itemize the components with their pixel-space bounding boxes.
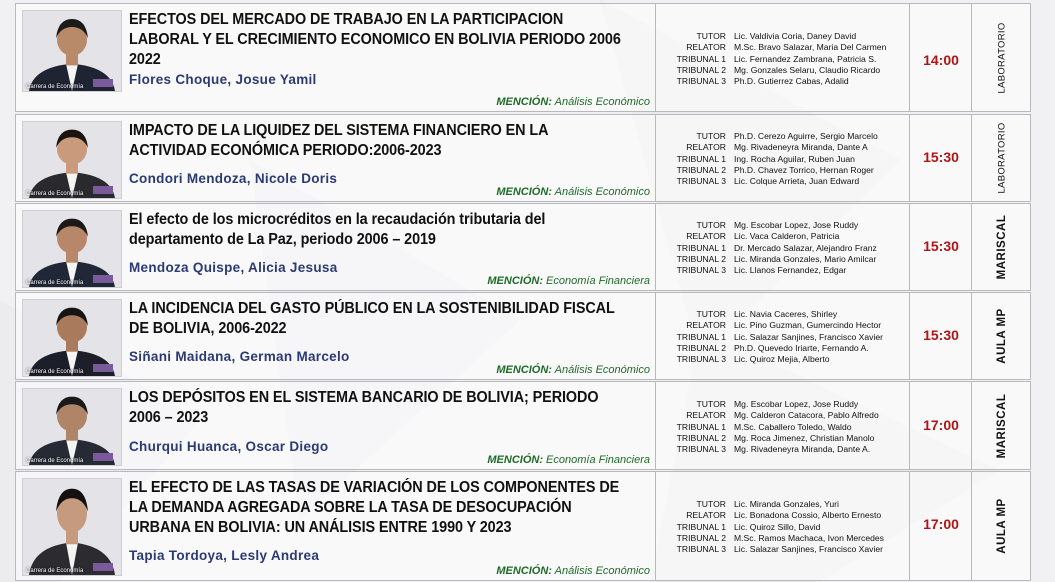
mencion-label: MENCIÓN: Análisis Económico: [496, 565, 650, 577]
committee-member: Mg. Roca Jimenez, Christian Manolo: [734, 432, 875, 443]
committee-member: Lic. Quiroz Mejia, Alberto: [734, 354, 830, 365]
committee-member: Dr. Mercado Salazar, Alejandro Franz: [734, 242, 877, 253]
student-photo: [22, 121, 122, 199]
committee-role: TRIBUNAL 3: [676, 354, 726, 365]
student-photo: [22, 299, 122, 377]
committee-member: Lic. Vaca Calderon, Patricia: [734, 231, 840, 242]
student-photo: [22, 10, 122, 92]
room-cell: [971, 472, 1032, 580]
portrait-image: [23, 300, 121, 376]
committee-role: RELATOR: [686, 320, 726, 331]
committee-role: TRIBUNAL 3: [676, 76, 726, 87]
committee-role: RELATOR: [686, 231, 726, 242]
portrait-image: [23, 11, 121, 91]
committee-member: Mg. Rivadeneyra Miranda, Dante A.: [734, 444, 871, 455]
committee-role: TUTOR: [696, 131, 726, 141]
committee-role: TRIBUNAL 1: [676, 242, 726, 253]
student-name: Flores Choque, Josue Yamil: [129, 72, 317, 87]
committee-role: RELATOR: [686, 510, 726, 521]
room-cell: [971, 115, 1032, 201]
committee-role: RELATOR: [686, 42, 726, 53]
room-label: LABORATORIO: [996, 21, 1007, 94]
mencion-label: MENCIÓN: Análisis Económico: [496, 96, 650, 108]
defense-row: [15, 471, 1031, 581]
committee-role: TRIBUNAL 2: [676, 432, 726, 443]
room-label: AULA MP: [995, 498, 1008, 554]
committee-role: RELATOR: [686, 410, 726, 421]
committee-role: TUTOR: [696, 399, 726, 409]
committee-role: TUTOR: [696, 31, 726, 41]
committee-role: TRIBUNAL 2: [676, 342, 726, 353]
committee-member: Ing. Rocha Aguilar, Ruben Juan: [734, 153, 855, 164]
committee-role: TUTOR: [696, 309, 726, 319]
committee-member: Mg. Gonzales Selaru, Claudio Ricardo: [734, 64, 881, 75]
committee-member: Mg. Escobar Lopez, Jose Ruddy: [734, 220, 859, 230]
committee-member: Lic. Navia Caceres, Shirley: [734, 309, 838, 319]
committee-list: [656, 399, 904, 455]
thesis-title: IMPACTO DE LA LIQUIDEZ DEL SISTEMA FINANCIERO EN LA ACTIVIDAD ECONÓMICA PERIODO:2006-2023: [129, 122, 548, 159]
student-name: Tapia Tordoya, Lesly Andrea: [129, 548, 320, 563]
portrait-image: [23, 122, 121, 198]
committee-member: Lic. Salazar Sanjines, Francisco Xavier: [734, 331, 884, 342]
committee-role: TRIBUNAL 2: [676, 164, 726, 175]
defense-time: 14:00: [923, 52, 959, 68]
photo-label: Carrera de Economía: [26, 369, 84, 375]
committee-role: TRIBUNAL 3: [676, 265, 726, 276]
committee-role: RELATOR: [686, 142, 726, 153]
committee-member: Ph.D. Cerezo Aguirre, Sergio Marcelo: [734, 131, 878, 141]
committee-role: TRIBUNAL 2: [676, 532, 726, 543]
photo-label: Carrera de Economía: [26, 568, 84, 574]
room-label: MARISCAL: [995, 393, 1008, 458]
committee-role: TRIBUNAL 3: [676, 544, 726, 555]
defense-time: 15:30: [923, 238, 959, 254]
mencion-label: MENCIÓN: Economía Financiera: [487, 454, 650, 466]
committee-role: TRIBUNAL 1: [676, 331, 726, 342]
room-label: AULA MP: [995, 308, 1008, 364]
room-label: LABORATORIO: [996, 122, 1007, 194]
student-name: Condori Mendoza, Nicole Doris: [129, 171, 338, 186]
defense-row: [15, 381, 1031, 470]
committee-list: [656, 499, 904, 555]
committee-member: Mg. Rivadeneyra Miranda, Dante A: [734, 142, 868, 153]
defense-time: 15:30: [923, 149, 959, 165]
room-cell: [971, 382, 1032, 469]
committee-member: Lic. Colque Arrieta, Juan Edward: [734, 176, 860, 187]
defense-row: [15, 292, 1031, 380]
committee-member: Lic. Miranda Gonzales, Mario Amilcar: [734, 253, 877, 264]
thesis-title: LOS DEPÓSITOS EN EL SISTEMA BANCARIO DE BOLIVIA; PERIODO 2006 – 2023: [129, 389, 599, 426]
student-name: Siñani Maidana, German Marcelo: [129, 349, 350, 364]
student-photo: [22, 210, 122, 288]
committee-role: TRIBUNAL 1: [676, 521, 726, 532]
student-photo: [22, 478, 122, 576]
committee-member: M.Sc. Bravo Salazar, Maria Del Carmen: [734, 42, 887, 53]
defense-time: 17:00: [923, 516, 959, 532]
committee-member: Lic. Quiroz Sillo, David: [734, 521, 821, 532]
defense-row: [15, 3, 1031, 112]
mencion-label: MENCIÓN: Economía Financiera: [487, 275, 650, 287]
thesis-title: EL EFECTO DE LAS TASAS DE VARIACIÓN DE LOS COMPONENTES DE LA DEMANDA AGREGADA SOBRE LA TASA DE DESOCUPACIÓN URBANA EN BOLIVIA: UN ANÁLISIS ENTRE 1990 Y 2023: [129, 479, 620, 536]
committee-role: TRIBUNAL 1: [676, 53, 726, 64]
committee-list: [656, 131, 904, 187]
thesis-title: EFECTOS DEL MERCADO DE TRABAJO EN LA PARTICIPACION LABORAL Y EL CRECIMIENTO ECONOMICO EN BOLIVIA PERIODO 2006 2022: [129, 11, 621, 68]
photo-label: Carrera de Economía: [26, 280, 84, 286]
committee-member: Lic. Pino Guzman, Gumercindo Hector: [734, 320, 882, 331]
committee-member: Lic. Fernandez Zambrana, Patricia S.: [734, 53, 877, 64]
room-label: MARISCAL: [995, 214, 1008, 280]
portrait-image: [23, 479, 121, 575]
committee-member: Mg. Calderon Catacora, Pablo Alfredo: [734, 410, 879, 421]
committee-member: Ph.D. Gutierrez Cabas, Adalid: [734, 76, 849, 87]
committee-member: M.Sc. Caballero Toledo, Waldo: [734, 421, 852, 432]
committee-list: [656, 220, 904, 276]
thesis-title: LA INCIDENCIA DEL GASTO PÚBLICO EN LA SOSTENIBILIDAD FISCAL DE BOLIVIA, 2006-2022: [129, 300, 615, 337]
mencion-label: MENCIÓN: Análisis Económico: [496, 364, 650, 376]
defense-time: 17:00: [923, 417, 959, 433]
committee-role: TRIBUNAL 1: [676, 421, 726, 432]
committee-member: Ph.D. Chavez Torrico, Hernan Roger: [734, 164, 874, 175]
committee-member: Lic. Salazar Sanjines, Francisco Xavier: [734, 544, 884, 555]
committee-role: TUTOR: [696, 499, 726, 509]
committee-list: [656, 31, 904, 87]
student-photo: [22, 388, 122, 466]
student-name: Mendoza Quispe, Alicia Jesusa: [129, 260, 338, 275]
committee-member: M.Sc. Ramos Machaca, Ivon Mercedes: [734, 532, 884, 543]
committee-member: Mg. Escobar Lopez, Jose Ruddy: [734, 399, 859, 409]
room-cell: [971, 293, 1032, 379]
mencion-label: MENCIÓN: Análisis Económico: [496, 186, 650, 198]
committee-role: TUTOR: [696, 220, 726, 230]
room-cell: [971, 204, 1032, 290]
committee-member: Ph.D. Quevedo Iriarte, Fernando A.: [734, 342, 869, 353]
room-cell: [971, 4, 1032, 111]
committee-member: Lic. Llanos Fernandez, Edgar: [734, 265, 847, 276]
committee-role: TRIBUNAL 1: [676, 153, 726, 164]
committee-member: Lic. Miranda Gonzales, Yuri: [734, 499, 839, 509]
committee-role: TRIBUNAL 3: [676, 176, 726, 187]
committee-role: TRIBUNAL 3: [676, 444, 726, 455]
portrait-image: [23, 389, 121, 465]
committee-member: Lic. Bonadona Cossio, Alberto Ernesto: [734, 510, 882, 521]
defense-row: [15, 114, 1031, 202]
committee-list: [656, 309, 904, 365]
committee-member: Lic. Valdivia Coria, Daney David: [734, 31, 857, 41]
thesis-title: El efecto de los microcréditos en la recaudación tributaria del departamento de La Paz, periodo 2006 – 2019: [129, 211, 546, 248]
student-name: Churqui Huanca, Oscar Diego: [129, 439, 329, 454]
photo-label: Carrera de Economía: [26, 458, 84, 464]
photo-label: Carrera de Economía: [26, 84, 84, 90]
defense-row: [15, 203, 1031, 291]
committee-role: TRIBUNAL 2: [676, 253, 726, 264]
defense-time: 15:30: [923, 327, 959, 343]
photo-label: Carrera de Economía: [26, 191, 84, 197]
portrait-image: [23, 211, 121, 287]
committee-role: TRIBUNAL 2: [676, 64, 726, 75]
